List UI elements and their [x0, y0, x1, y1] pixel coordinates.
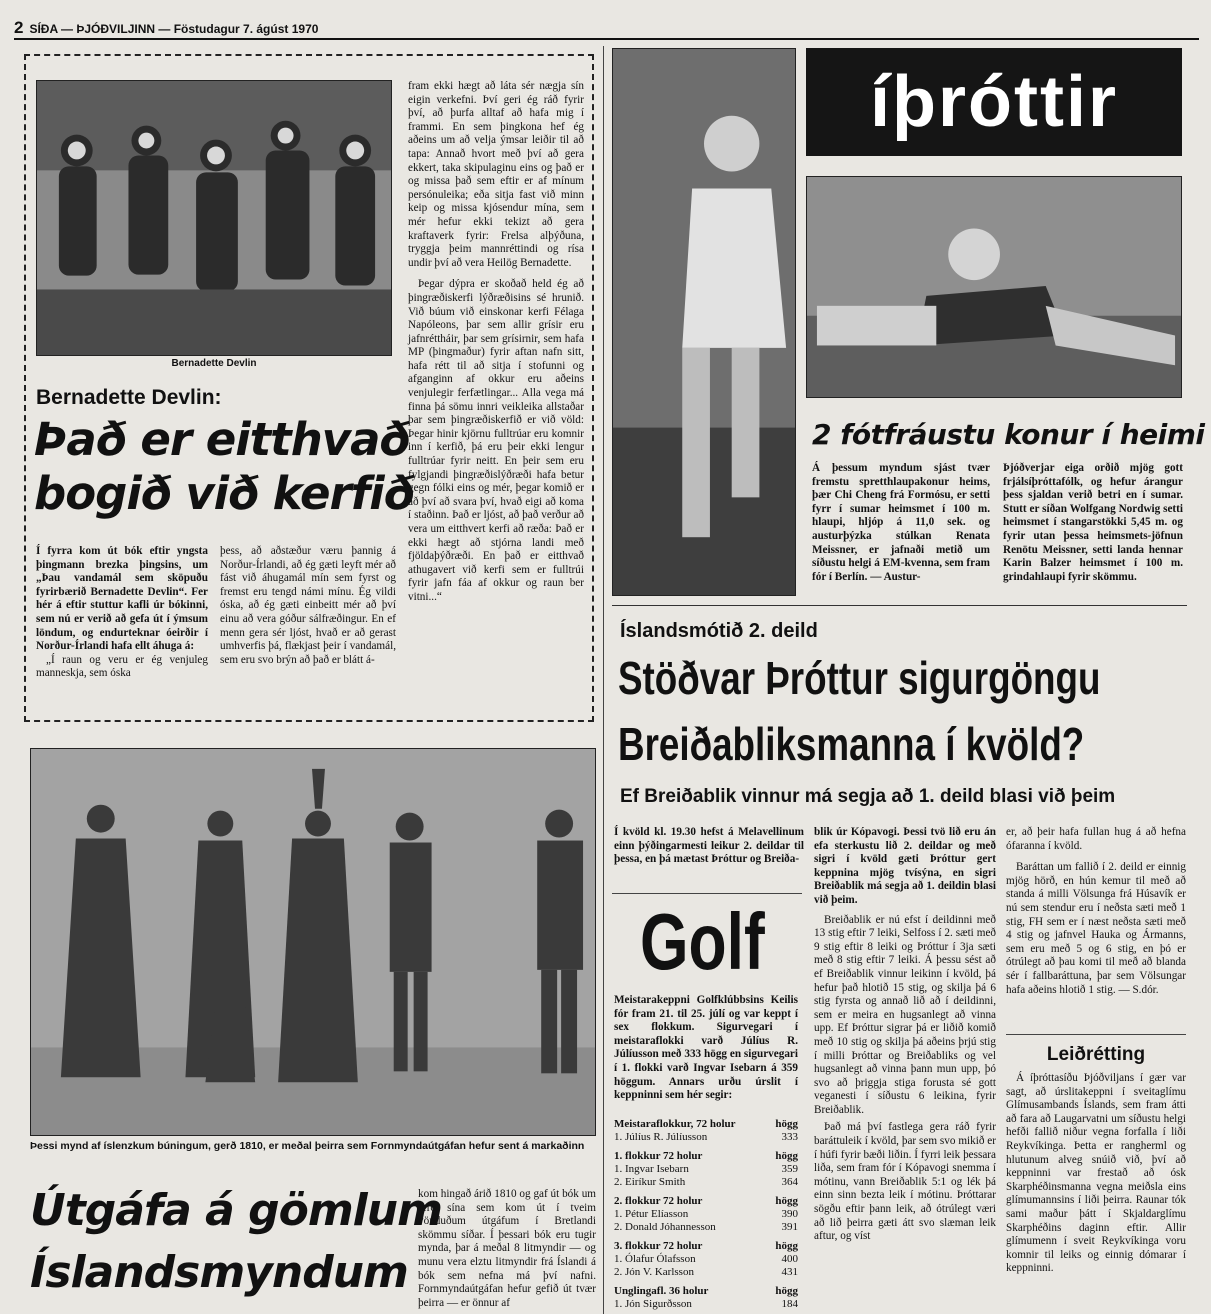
golf-player-score: 391 — [781, 1221, 798, 1233]
golf-group-header — [614, 1150, 798, 1163]
sports-headline: 2 fótfráustu konur í heimi — [812, 418, 1205, 451]
golf-player-score: 431 — [781, 1266, 798, 1278]
deild-col-3 — [1006, 826, 1186, 997]
page-header — [14, 14, 1199, 40]
costumes-illustration — [30, 748, 596, 1136]
devlin-photo-caption: Bernadette Devlin — [171, 358, 257, 369]
deild-col-1-intro: Í kvöld kl. 19.30 hefst á Melavellinum einn þýðingarmesti leikur 2. deildar til þessa, en þá mætast Þróttur og Breiða- — [614, 826, 804, 866]
devlin-col3-b: Þegar dýpra er skoðað held ég að þingræðiskerfi lýðræðisins sé hrunið. Við búum við einskonar kerfi Félaga Napóleons, þar sem allir grísir eru jafnréttháir, þar sem grísirnir, sem hafa MP (þingmaður) fyrir aftan nafn sitt, hafa rétt til að sitja í stofunni og afganginn af okkur eru aðeins venjulegir ferfætlingar... Alla vega má finna þá sömu innri veikleika allstaðar þar sem þingræðiskerfið er við völd: Þegar hinir kjörnu fulltrúar eru komnir inn í kerfið, þá eru þeir ekki lengur fulltrúar fyrir neitt. En þeir sem eru fylgjandi þingræðislýðræði hafa betur gegn fólki eins og mér, þegar komið er að því að svara því, hvað eigi að koma í staðinn. Það er ljóst, að það verður að vera um eitthvert kerfi að ræða: Það er ekki hægt að stjórna landi með fjöldaþýðræði. En það er eitthvað athugavert við kerfi sem er fulltrúi fyrir jafn fáa af okkur og raun ber vitni...“ — [408, 278, 584, 603]
sports-col-1: Á þessum myndum sjást tvær fremstu spretthlaupakonur heims, þær Chi Cheng frá Formósu, er setti fyrr í sumar heimsmet í 100 m. hlaupi, hljóp á 11,0 sek. og austurþýzka stúlkan Renata Meissner, er jafnaði metið um síðustu helgi á EM-kvenna, sem fram fór í Berlín. — Austur- — [812, 462, 990, 583]
golf-player-name: 1. Ingvar Isebarn — [614, 1163, 689, 1175]
golf-group-title: Meistaraflokkur, 72 holur — [614, 1118, 736, 1130]
sports-banner — [806, 48, 1182, 156]
costume-figures — [31, 749, 595, 1135]
devlin-col-2: þess, að aðstæður væru þannig á Norður-Írlandi, að ég gæti leyft mér að fást við áhugamál mín sem fyrst og fremst eru tengd námi mínu. Ég vildi óska, að ég gæti einbeitt mér að því einu að vera góður sálfræðingur. En ef menn gera sér ljóst, hvað er að gerast umhverfis þá, flækjast þeir í vandamál, sem eru svo brýn að það er blátt á- — [220, 545, 396, 666]
deild-headline-2: Breiðabliksmanna í kvöld? — [618, 718, 1085, 770]
devlin-col-1 — [36, 545, 208, 681]
column-rule — [603, 46, 604, 1314]
devlin-kicker: Bernadette Devlin: — [36, 386, 222, 409]
golf-player-name: 2. Donald Jóhannesson — [614, 1221, 716, 1233]
golf-group-header — [614, 1240, 798, 1253]
sports-banner-text: íþróttir — [870, 62, 1118, 142]
golf-headline: Golf — [640, 897, 765, 986]
correction-text: Á íþróttasíðu Þjóðviljans í gær var sagt, að úrslitakeppni í sveitaglímu Glímusambands Íslands, sem fram átti að fara að Laugarvatni um síðustu helgi hefði fallið niður vegna forfalla í liði Reykvíkinga. Þetta er rangherml og hlutunum alveg snúið við, því að keppninni var frestað að ósk Skarphéðinsmanna vegna meiðsla eins glímumannsins í liði þeirra. Raunar tók sami maður þátt í Skjaldarglímu Skarphéðins daginn eftir. Allir glímumenn í sveit Reykvíkinga voru komnir til leiks og einnig dómarar í keppninni. — [1006, 1072, 1186, 1275]
golf-result-row — [614, 1176, 798, 1189]
devlin-col3-a: fram ekki hægt að láta sér nægja sín eigin verkefni. Því geri ég ráð fyrir því, að þurfa alltaf að hafa mig í frammi. En sem þingkona hef ég aðeins um að velja ýmsar leiðir til að tapa: Annað hvort með því að gera ekkert, taka skipulaginu eins og það er og missa það sem eftir er af mínum persónuleika; eða sitja fast við minn keip og missa kjósendur mína, sem mér hefur ekki tekizt að gera kraftaverk fyrir: Frelsa alþýðuna, tryggja þeim mannréttindi og rísa undir því að vera Heilög Bernadette. — [408, 80, 584, 269]
costumes-headline-1: Útgáfa á gömlum — [30, 1185, 442, 1236]
deild-col2-c: Það má því fastlega gera ráð fyrir baráttuleik í kvöld, þar sem svo mikið er í húfi fyrir bæði liðin. Í fyrri leik þessara liða, sem fram fór í Kópavogi snemma í mótinu, vann Breiðablik 5:1 og lék þá einn sinn bezta leik í mótinu. Þróttarar sögðu eftir þann leik, að ótrúlegt væri að lið þeirra gæti átt svo slæman leik aftur, og víst — [814, 1121, 996, 1243]
golf-player-score: 364 — [781, 1176, 798, 1188]
golf-result-row — [614, 1298, 798, 1311]
golf-group-unit: högg — [775, 1285, 798, 1297]
golf-player-score: 400 — [781, 1253, 798, 1265]
golf-group-header — [614, 1118, 798, 1131]
deild-col-2 — [814, 826, 996, 1244]
devlin-col1-rest: „Í raun og veru er ég venjuleg manneskja, sem óska — [36, 653, 208, 680]
correction-title: Leiðrétting — [1046, 1044, 1146, 1065]
golf-group-header — [614, 1195, 798, 1208]
devlin-headline-2: bogið við kerfið — [34, 467, 414, 520]
deild-headline-1: Stöðvar Þróttur sigurgöngu — [618, 652, 1101, 704]
golf-group-header — [614, 1285, 798, 1298]
golf-group-title: 3. flokkur 72 holur — [614, 1240, 703, 1252]
header-text: SÍÐA — ÞJÓÐVILJINN — Föstudagur 7. ágúst 1970 — [29, 22, 319, 36]
section-rule — [612, 605, 1187, 606]
deild-subhead: Ef Breiðablik vinnur má segja að 1. deild blasi við þeim — [620, 786, 1116, 807]
golf-group-unit: högg — [775, 1240, 798, 1252]
golf-player-name: 1. Ólafur Ólafsson — [614, 1253, 696, 1265]
golf-group-unit: högg — [775, 1118, 798, 1130]
correction-box — [1006, 1034, 1186, 1035]
deild-col2-b: Breiðablik er nú efst í deildinni með 13 stig eftir 7 leiki, Selfoss í 2. sæti með 9 stig eftir 8 leiki og Þróttur í 3ja sæti með 8 stig eftir 7 leiki. Á þessu sést að ef Breiðablik vinnur leikinn í kvöld, þá hefur það hlotið 15 stig, og skilja þá 6 stig fyrsta og annað lið að í deildinni, sem er meira en hugsanlegt að vinna upp. Ef Þróttur sigrar þá er liðið komið með 10 stig og skilja þá aðeins þrjú stig í milli Þróttar og Breiðabliks og vel hugsanlegt að vinna þann mun upp, þó svo að þriggja stiga forusta sé gott veganesti í síðustu 6 leikina, fyrir Breiðablik. — [814, 913, 996, 1116]
deild-col2-a: blik úr Kópavogi. Þessi tvö lið eru án efa sterkustu lið 2. deildar og með sigri í kvöld gæti Þróttur gert keppnina mjög tvísýna, en sigri Breiðablik má segja að 1. deildin blasi við þeim. — [814, 826, 996, 906]
golf-player-score: 390 — [781, 1208, 798, 1220]
devlin-photo — [36, 80, 392, 356]
golf-result-row — [614, 1131, 798, 1144]
golf-group-title: 1. flokkur 72 holur — [614, 1150, 703, 1162]
golf-player-score: 359 — [781, 1163, 798, 1175]
golf-result-row — [614, 1253, 798, 1266]
golf-group-title: 2. flokkur 72 holur — [614, 1195, 703, 1207]
golf-group-unit: högg — [775, 1195, 798, 1207]
deild-col3-b: Baráttan um fallið í 2. deild er einnig mjög hörð, en hún kemur til með að standa á milli Völsunga frá Húsavík er nú sem stendur eru í neðsta sæti með 1 stig, FH sem er í næst neðsta sæti með 4 stig og jafnvel Hauka og Ármanns, sem eru með 5 og 6 stig, en þó er ótrúlegt að þau komi til með að blanda sér í fallbaráttuna, þar sem Völsungar hafa aðeins hlotið 1 stig. — S.dór. — [1006, 861, 1186, 996]
golf-group-unit: högg — [775, 1150, 798, 1162]
golf-player-name: 1. Júlíus R. Júlíusson — [614, 1131, 708, 1143]
sports-col-2: Þjóðverjar eiga orðið mjög gott frjálsíþróttafólk, og hefur árangur þess sjaldan verið betri en í sumar. Stutt er síðan Wolfgang Nordwig setti heimsmet í stangarstökki 5,45 m. og fyrir utan þessa heimsmets-jöfnun Renötu Meissner, setti landa hennar Karin Balzer heimsmet í 100 m. grindahlaupi fyrir skömmu. — [1003, 462, 1183, 583]
golf-player-score: 333 — [781, 1131, 798, 1143]
golf-results — [614, 1118, 798, 1311]
costumes-headline-2: Íslandsmyndum — [30, 1247, 408, 1298]
golf-player-name: 1. Pétur Elíasson — [614, 1208, 689, 1220]
deild-kicker: Íslandsmótið 2. deild — [620, 620, 818, 642]
crowd-illustration — [37, 81, 391, 355]
golf-result-row — [614, 1163, 798, 1176]
costumes-caption: Þessi mynd af íslenzkum búningum, gerð 1810, er meðal þeirra sem Fornmyndaútgáfan hefur sent á markaðinn — [30, 1140, 585, 1152]
golf-group-title: Unglingafl. 36 holur — [614, 1285, 709, 1297]
devlin-col-3 — [408, 80, 584, 605]
golf-intro: Meistarakeppni Golfklúbbsins Keilis fór fram 21. til 25. júlí og var keppt í sex flokkum. Sigurvegari í meistaraflokki varð Júlíus R. Júlíusson með 333 högg en sigurvegari í 1. flokki varð Ingvar Isebarn á 359 höggum. Annars urðu úrslit í keppninni sem hér segir: — [614, 994, 798, 1102]
athlete-stretching-illustration — [807, 177, 1181, 397]
golf-player-score: 184 — [781, 1298, 798, 1310]
runner-illustration — [613, 49, 795, 595]
golf-result-row — [614, 1221, 798, 1234]
golf-player-name: 2. Jón V. Karlsson — [614, 1266, 694, 1278]
golf-result-row — [614, 1208, 798, 1221]
chi-cheng-photo — [806, 176, 1182, 398]
runner-photo — [612, 48, 796, 596]
deild-col3-a: er, að þeir hafa fullan hug á að hefna ófaranna í kvöld. — [1006, 826, 1186, 852]
devlin-headline-1: Það er eitthvað — [34, 413, 410, 466]
golf-player-name: 2. Eiríkur Smith — [614, 1176, 686, 1188]
devlin-intro: Í fyrra kom út bók eftir yngsta þingmann brezka þingsins, um „Þau vandamál sem sköpuðu fyrirbærið Bernadette Devlin“. Fer hér á eftir stuttur kafli úr bókinni, sem nú er verið að gefa út í ýmsum löndum, og endurteknar óeirðir í Norður-Írlandi hafa ellt áhuga á: — [36, 545, 208, 653]
golf-result-row — [614, 1266, 798, 1279]
costumes-text: kom hingað árið 1810 og gaf út bók um ferð sína sem kom út í tveim vönduðum útgáfum í Bretlandi skömmu síðar. Í þessari bók eru tugir mynda, þar á meðal 8 litmyndir — og munu vera elztu litmyndir frá Íslandi á bók sem nefna má því nafni. Fornmyndaútgáfan hefur gefið út tvær þeirra — er önnur af — [418, 1188, 596, 1309]
page-number: 2 — [14, 18, 24, 37]
golf-player-name: 1. Jón Sigurðsson — [614, 1298, 692, 1310]
